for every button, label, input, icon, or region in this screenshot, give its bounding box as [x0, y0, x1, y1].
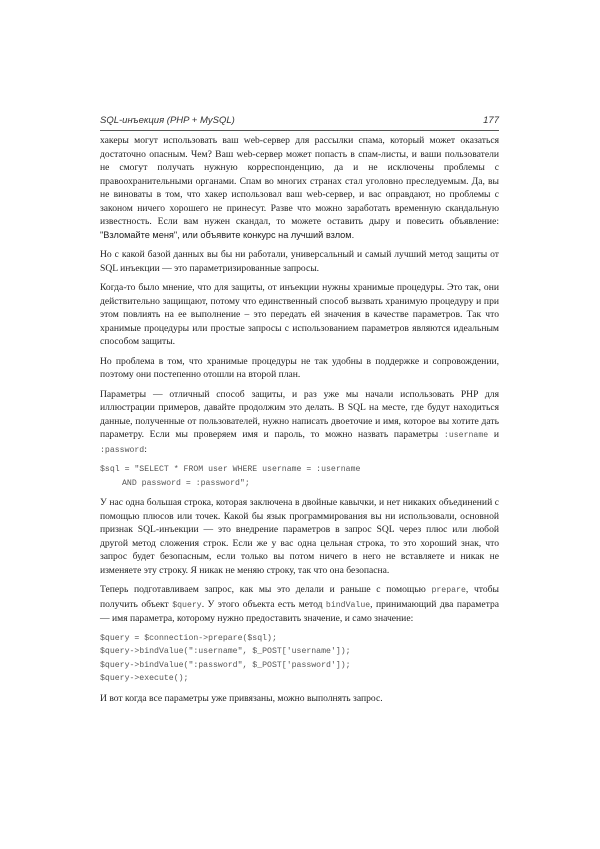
paragraph-text: , принимающий два параметра — имя параметра, которому нужно предоставить значение, и само значение:: [100, 598, 499, 624]
paragraph-text: :: [144, 443, 147, 455]
code-block-sql: [100, 463, 499, 490]
paragraph: [100, 388, 499, 458]
running-title: SQL-инъекция (PHP + MySQL): [100, 115, 235, 126]
inline-code: :password: [100, 445, 145, 455]
paragraph-text: Теперь подготавливаем запрос, как мы это делали и раньше с помощью: [100, 584, 432, 595]
announcement-text: "Взломайте меня", или объявите конкурс на лучший взлом.: [100, 229, 355, 240]
paragraph: Но с какой базой данных вы бы ни работали, универсальный и самый лучший метод защиты от SQL инъекции — это параметризированные запросы.: [100, 249, 499, 274]
paragraph: [100, 583, 499, 626]
code-line: $query = $connection->prepare($sql);: [100, 633, 277, 643]
paragraph: Когда-то было мнение, что для защиты, от инъекции нужны хранимые процедуры. Это так, они действительно защищают, потому что единственный способ вызвать хранимую процедуру и при этом повлиять на ее выполнение – это передать ей значения в качестве параметров. Так что хранимые процедуры или простые запросы с использованием параметров являются идеальным способом защиты.: [100, 282, 499, 347]
paragraph: У нас одна большая строка, которая заключена в двойные кавычки, и нет никаких объединений с помощью плюсов или точек. Какой бы язык программирования вы ни использовали, основной признак SQL-инъекции — это внедрение параметров в запрос SQL через плюс или любой другой метод сложения строк. Если же у вас одна цельная строка, то это хороший знак, что запрос будет безопасным, если только вы потом ничего в него не вставляете и никак не изменяете эту строку. Я никак не меняю строку, так что она безопасна.: [100, 497, 499, 576]
inline-code: $query: [172, 600, 202, 610]
page-header: [100, 112, 499, 131]
code-line: $query->bindValue(":password", $_POST['password']);: [100, 660, 351, 670]
paragraph: И вот когда все параметры уже привязаны, можно выполнять запрос.: [100, 692, 383, 704]
page-body: [100, 134, 499, 711]
page-number: 177: [483, 115, 499, 126]
paragraph-text: Параметры — отличный способ защиты, и раз уже мы начали использовать PHP для иллюстрации примеров, давайте продолжим это делать. В SQL на месте, где будут находиться данные, полученные от пользователей, нужно написать двоеточие и имя, которое вы хотите дать параметру. Если мы проверяем имя и пароль, то можно назвать параметры: [100, 388, 499, 440]
paragraph: [100, 134, 499, 242]
inline-code: :username: [443, 431, 489, 440]
paragraph-text: и: [488, 429, 499, 440]
code-line: $query->bindValue(":username", $_POST['username']);: [100, 647, 351, 656]
code-line: $query->execute();: [100, 674, 189, 683]
inline-code: prepare: [431, 586, 466, 595]
paragraph-text: , чтобы получить объект: [100, 584, 499, 610]
paragraph-text: хакеры могут использовать ваш web-сервер для рассылки спама, который может оказаться достаточно опасным. Чем? Ваш web-сервер может попасть в спам-листы, и ваши пользователи не смогут получать нужную корреспонденцию, да и не исключены проблемы с правоохранительными органами. Спам во многих странах стал уголовно преследуемым. Да, вы не виноваты в том, что хакер использовал ваш web-сервер, и вас оправдают, но проблемы с законом ничего хорошего не принесут. Разве что можно заработать временную скандальную известность. Если вам нужен скандал, то можете оставить дыру и повесить объявление:: [100, 135, 499, 227]
code-line: $sql = "SELECT * FROM user WHERE username = :username: [100, 465, 361, 474]
paragraph-text: . У этого объекта есть метод: [201, 598, 326, 610]
code-block-php: [100, 632, 499, 686]
inline-code: bindValue: [325, 600, 371, 610]
paragraph: Но проблема в том, что хранимые процедуры не так удобны в поддержке и сопровождении, поэтому они постепенно отошли на второй план.: [100, 355, 499, 380]
code-line: AND password = :password";: [122, 478, 250, 488]
